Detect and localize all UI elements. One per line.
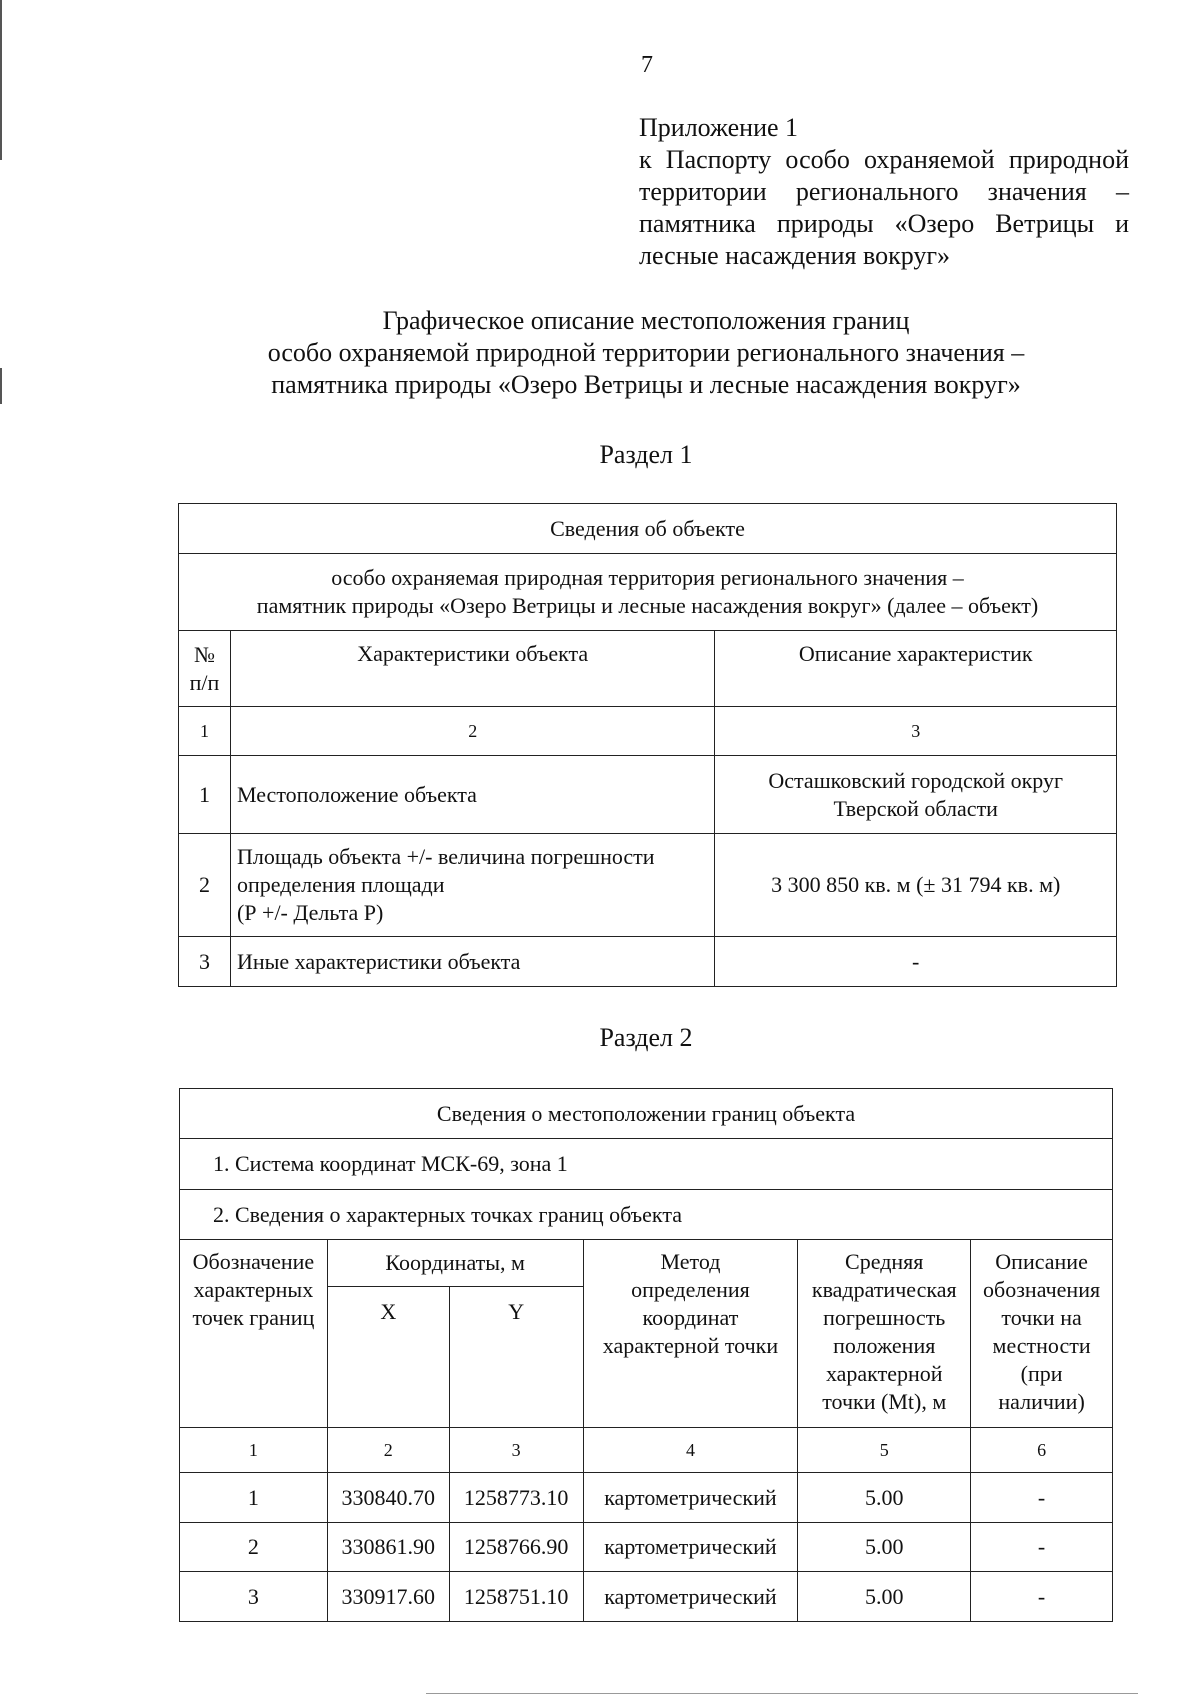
appendix-block (639, 112, 1129, 272)
col-number: 2 (327, 1428, 449, 1473)
col-number: 1 (179, 707, 231, 756)
point-description: - (971, 1572, 1113, 1622)
point-description: - (971, 1523, 1113, 1572)
point-error: 5.00 (798, 1473, 971, 1523)
row-description-line-2: Тверской области (833, 795, 998, 821)
header-method-line: координат (642, 1305, 739, 1330)
scan-edge-line-top (0, 0, 2, 160)
header-method-line: характерной точки (602, 1333, 779, 1358)
point-y: 1258751.10 (449, 1572, 583, 1622)
section-2-heading: Раздел 2 (599, 1023, 693, 1052)
header-designation-line: характерных (193, 1277, 314, 1302)
object-info-table (178, 503, 1117, 987)
point-y: 1258773.10 (449, 1473, 583, 1523)
col-number: 1 (180, 1428, 328, 1473)
coord-system-row: 1. Система координат МСК-69, зона 1 (180, 1139, 1113, 1190)
row-characteristic: Иные характеристики объекта (230, 937, 714, 987)
table-row (180, 1523, 1113, 1572)
point-x: 330861.90 (327, 1523, 449, 1572)
header-num-line-2: п/п (189, 669, 220, 695)
row-characteristic-line-2: определения площади (236, 872, 445, 897)
table-row (179, 834, 1117, 937)
header-point-description-line: наличии) (998, 1389, 1085, 1414)
appendix-body: к Паспорту особо охраняемой природной территории регионального значения – памятника природы «Озеро Ветрицы и лесные насаждения вокруг» (639, 145, 1129, 270)
header-error-line: характерной (825, 1361, 943, 1386)
header-error-line: положения (833, 1333, 936, 1358)
row-characteristic-line-3: (Р +/- Дельта Р) (236, 900, 384, 925)
col-number: 6 (971, 1428, 1113, 1473)
point-id: 3 (180, 1572, 328, 1622)
header-error-line: погрешность (823, 1305, 946, 1330)
document-title (160, 305, 1132, 401)
header-point-description (971, 1240, 1113, 1428)
header-error-line: Средняя (845, 1249, 924, 1274)
point-error: 5.00 (798, 1523, 971, 1572)
title-line-1: Графическое описание местоположения границ (382, 306, 910, 335)
title-line-3: памятника природы «Озеро Ветрицы и лесные насаждения вокруг» (271, 370, 1021, 399)
point-id: 2 (180, 1523, 328, 1572)
row-description (715, 756, 1117, 834)
section-1-heading: Раздел 1 (599, 440, 693, 469)
table-row (179, 937, 1117, 987)
header-error (798, 1240, 971, 1428)
header-y: Y (449, 1287, 583, 1428)
row-num: 1 (179, 756, 231, 834)
table2-title: Сведения о местоположении границ объекта (180, 1089, 1113, 1139)
row-description-line-1: Осташковский городской округ (768, 767, 1064, 793)
row-characteristic-line-1: Площадь объекта +/- величина погрешности (236, 844, 655, 869)
page-number: 7 (641, 52, 653, 78)
point-x: 330840.70 (327, 1473, 449, 1523)
header-method-line: определения (631, 1277, 750, 1302)
header-error-line: квадратическая (811, 1277, 957, 1302)
scan-edge-line-middle (0, 368, 2, 404)
title-line-2: особо охраняемой природной территории регионального значения – (267, 338, 1025, 367)
row-num: 3 (179, 937, 231, 987)
point-method: картометрический (583, 1473, 798, 1523)
table-row (180, 1572, 1113, 1622)
table-row (179, 756, 1117, 834)
col-number: 4 (583, 1428, 798, 1473)
header-num-line-1: № (193, 641, 215, 667)
point-method: картометрический (583, 1572, 798, 1622)
row-num: 2 (179, 834, 231, 937)
boundary-points-table (179, 1088, 1113, 1622)
point-id: 1 (180, 1473, 328, 1523)
table-row (180, 1473, 1113, 1523)
header-designation-line: Обозначение (192, 1249, 315, 1274)
object-name-line-2: памятник природы «Озеро Ветрицы и лесные насаждения вокруг» (далее – объект) (256, 593, 1039, 618)
header-num (179, 631, 231, 707)
header-coordinates: Координаты, м (327, 1240, 583, 1287)
header-characteristic: Характеристики объекта (230, 631, 714, 707)
header-designation (180, 1240, 328, 1428)
row-characteristic (230, 834, 714, 937)
header-point-description-line: точки на (1001, 1305, 1082, 1330)
object-name-line-1: особо охраняемая природная территория регионального значения – (331, 565, 964, 590)
table1-title: Сведения об объекте (179, 504, 1117, 554)
point-description: - (971, 1473, 1113, 1523)
point-method: картометрический (583, 1523, 798, 1572)
header-point-description-line: местности (992, 1333, 1091, 1358)
scan-footer-line (426, 1693, 1138, 1694)
header-point-description-line: обозначения (983, 1277, 1101, 1302)
row-characteristic: Местоположение объекта (230, 756, 714, 834)
row-description: - (715, 937, 1117, 987)
header-point-description-line: (при (1020, 1361, 1063, 1386)
col-number: 3 (449, 1428, 583, 1473)
object-name-cell (179, 554, 1117, 631)
points-info-row: 2. Сведения о характерных точках границ объекта (180, 1190, 1113, 1240)
header-designation-line: точек границ (192, 1305, 315, 1330)
point-y: 1258766.90 (449, 1523, 583, 1572)
header-description: Описание характеристик (715, 631, 1117, 707)
point-error: 5.00 (798, 1572, 971, 1622)
header-error-line: точки (Mt), м (822, 1389, 947, 1414)
point-x: 330917.60 (327, 1572, 449, 1622)
header-point-description-line: Описание (995, 1249, 1088, 1274)
header-method-line: Метод (660, 1249, 721, 1274)
appendix-title: Приложение 1 (639, 113, 799, 142)
row-description: 3 300 850 кв. м (± 31 794 кв. м) (715, 834, 1117, 937)
col-number: 3 (715, 707, 1117, 756)
header-method (583, 1240, 798, 1428)
col-number: 5 (798, 1428, 971, 1473)
col-number: 2 (230, 707, 714, 756)
header-x: X (327, 1287, 449, 1428)
